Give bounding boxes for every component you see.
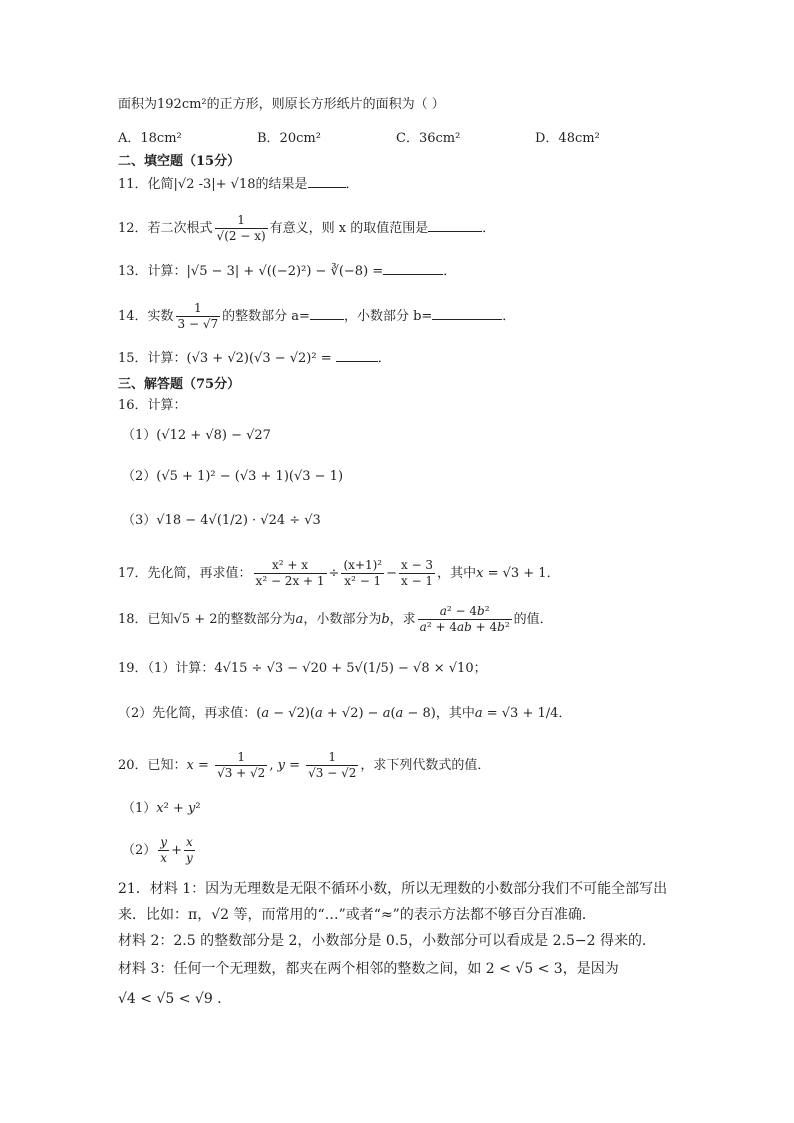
question-17: 17．先化简，再求值： $\frac{\text{x² + x}}{\text{x² − 2x + 1}}$ ÷ $\frac{\text{(x+1)²}}{\text{x² − 1}}$ − $\frac{x - 3}{x - 1}$ ，其中x = √3 + 1． xyxy=(118,558,560,588)
question-16-part-3: （3）√18 − 4√(1/2) · √24 ÷ √3 xyxy=(122,513,321,528)
answer-blank-a[interactable] xyxy=(310,307,344,320)
fraction: $\frac{1}{3 - √7}$ xyxy=(177,301,219,331)
question-20-part-1: （1）x² + y² xyxy=(122,801,201,816)
question-20: 20．已知：x = $\frac{1}{√3 + √2}$ , y = $\frac{1}{√3 - √2}$ ，求下列代数式的值． xyxy=(118,750,491,780)
answer-blank[interactable] xyxy=(428,219,482,232)
answer-blank-b[interactable] xyxy=(432,307,502,320)
question-11: 11．化简|√2 -3|+ √18的结果是 ． xyxy=(118,177,359,192)
question-16-part-2: （2）(√5 + 1)² − (√3 + 1)(√3 − 1) xyxy=(122,469,344,484)
answer-blank[interactable] xyxy=(383,262,443,275)
answer-blank[interactable] xyxy=(308,175,346,188)
q10-option-b: B．20cm² xyxy=(257,131,321,146)
question-21-line-4: 材料 3：任何一个无理数，都夹在两个相邻的整数之间，如 2 < √5 < 3，是因为 xyxy=(118,961,619,977)
question-18: 18．已知√5 + 2的整数部分为a，小数部分为b，求 $\frac{\text{a² − 4b²}}{\text{a² + 4ab + 4b²}}$ 的值． xyxy=(118,604,553,634)
question-19-part-1: 19．（1）计算：4√15 ÷ √3 − √20 + 5√(1/5) − √8 × √10； xyxy=(118,661,487,676)
question-12: 12．若二次根式 $\frac{1}{√(2 - x)}$ 有意义，则 x 的取值范围是 ． xyxy=(118,213,496,243)
q10-option-a: A．18cm² xyxy=(118,131,182,146)
question-21-line-5: √4 < √5 < √9 ． xyxy=(118,991,232,1007)
q10-option-c: C．36cm² xyxy=(396,131,461,146)
question-21-line-1: 21．材料 1：因为无理数是无限不循环小数，所以无理数的小数部分我们不可能全部写出 xyxy=(118,881,668,897)
section-solution-heading: 三、解答题（75分） xyxy=(118,377,241,392)
question-21-line-3: 材料 2：2.5 的整数部分是 2，小数部分是 0.5，小数部分可以看成是 2.5−2 得来的． xyxy=(118,933,656,949)
question-16-stem: 16．计算： xyxy=(118,398,187,413)
q10-option-d: D．48cm² xyxy=(535,131,600,146)
question-14: 14．实数 $\frac{1}{3 - √7}$ 的整数部分 a= ，小数部分 b= ． xyxy=(118,301,516,331)
fraction: $\frac{1}{√(2 - x)}$ xyxy=(216,213,266,243)
answer-blank[interactable] xyxy=(336,349,378,362)
question-20-part-2: （2） $\frac{y}{x}$ + $\frac{x}{y}$ xyxy=(122,835,193,865)
section-fill-in-heading: 二、填空题（15分） xyxy=(118,154,241,169)
question-16-part-1: （1）(√12 + √8) − √27 xyxy=(122,428,271,443)
question-15: 15．计算：(√3 + √2)(√3 − √2)² = ． xyxy=(118,351,391,366)
question-21-line-2: 来．比如：π，√2 等，而常用的“…”或者“≈”的表示方法都不够百分百准确． xyxy=(118,907,596,923)
question-13: 13．计算：|√5 − 3| + √((−2)²) − ∛(−8) = ． xyxy=(118,264,457,279)
q10-stem: 面积为192cm²的正方形，则原长方形纸片的面积为（ ） xyxy=(118,97,445,112)
question-19-part-2: （2）先化简，再求值：(a − √2)(a + √2) − a(a − 8)，其中a = √3 + 1/4． xyxy=(118,706,572,721)
